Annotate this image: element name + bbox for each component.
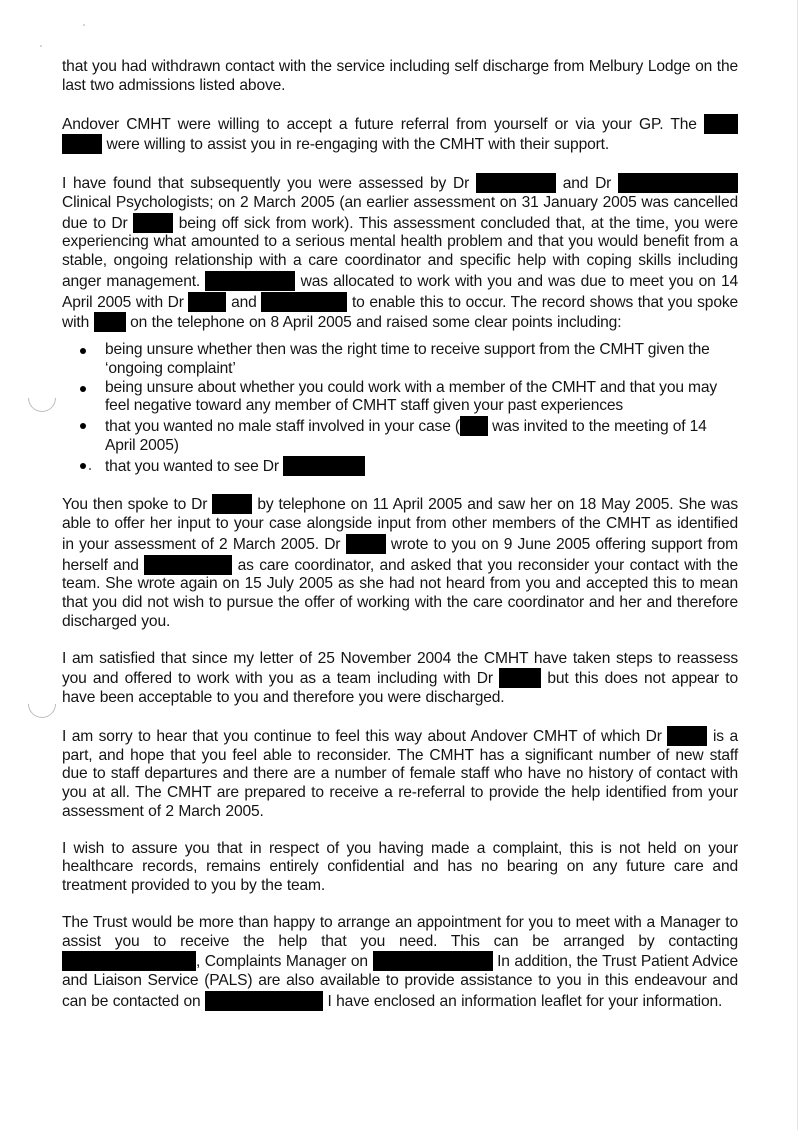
paragraph-text: , Complaints Manager on (196, 953, 368, 971)
paragraph-text: You then spoke to Dr (62, 496, 208, 514)
redaction-block (476, 173, 556, 193)
redaction-block (373, 951, 493, 971)
scan-speck (83, 24, 85, 26)
redaction-block (261, 292, 347, 312)
bullet-icon (80, 386, 86, 392)
punch-hole-mark (22, 684, 62, 724)
redaction-block (460, 416, 488, 436)
bullet-icon (80, 348, 86, 354)
list-item-text: being unsure about whether you could work with a member of the CMHT and that you may feel negative toward any member of CMHT staff given your past experiences (105, 378, 718, 415)
redaction-block (499, 668, 541, 688)
paragraph-confidentiality (62, 840, 738, 896)
paragraph-withdrawn-contact (62, 58, 738, 96)
scan-page-edge (797, 0, 798, 1130)
redaction-block (205, 991, 323, 1011)
paragraph-text: I wish to assure you that in respect of you having made a complaint, this is not held on your healthcare records, remains entirely confidential and has no bearing on any future care and treatment provided to you by the team. (62, 839, 738, 894)
paragraph-appointment (62, 914, 738, 1012)
letter-body (62, 58, 738, 1030)
redaction-block (144, 555, 232, 575)
redaction-block (667, 726, 707, 746)
paragraph-reconsider (62, 726, 738, 822)
punch-hole-mark (22, 378, 62, 418)
redaction-block (283, 456, 365, 476)
paragraph-text: were willing to assist you in re-engaging with the CMHT with their support. (106, 136, 610, 154)
redaction-block (94, 312, 126, 332)
paragraph-text: is a part, and hope that you feel able to reconsider. The CMHT has a significant number of new staff due to staff departures and there are a number of female staff who have no history of contact with you at all. The CMHT are prepared to receive a re-referral to provide the help identified from your assessment of 2 March 2005. (62, 727, 739, 820)
bullet-icon (80, 423, 86, 429)
paragraph-satisfied (62, 650, 738, 708)
paragraph-text: The Trust would be more than happy to arrange an appointment for you to meet with a Manager to assist you to receive the help that you need. This can be arranged by contacting (62, 913, 738, 950)
list-item (105, 341, 738, 379)
redaction-block (346, 534, 386, 554)
list-item-text: that you wanted to see Dr (105, 457, 279, 475)
paragraph-text: I am satisfied that since my letter of 25 November 2004 the CMHT have taken steps to reassess you and offered to work with you as a team including with Dr (62, 649, 738, 688)
list-item (105, 456, 738, 477)
paragraph-text: I have enclosed an information leaflet for your information. (327, 992, 723, 1010)
bullet-icon (80, 463, 86, 469)
paragraph-text: as care coordinator, and asked that you reconsider your contact with the team. She wrote again on 15 July 2005 as she had not heard from you and accepted this to mean that you did not wish to pursue the offer of working with the care coordinator and her and therefore discharged you. (62, 556, 739, 630)
paragraph-text: by telephone on 11 April 2005 and saw her on 18 May 2005. She was able to offer her input to your case alongside input from other members of the CMHT as identified in your assessment of 2 March 2005. Dr (62, 496, 739, 553)
paragraph-text: and (231, 293, 257, 311)
paragraph-text: Andover CMHT were willing to accept a future referral from yourself or via your GP. The (62, 115, 697, 133)
paragraph-text: being off sick from work). This assessment concluded that, at the time, you were experiencing what amounted to a serious mental health problem and that you would benefit from a stable, ongoing relationship with a care coordinator and specific help with coping skills including anger management. (62, 214, 739, 290)
paragraph-text: and Dr (562, 175, 612, 192)
paragraph-telephone-contact (62, 494, 738, 631)
redaction-block (704, 114, 738, 134)
concerns-bullet-list (62, 341, 738, 476)
redaction-block (62, 951, 196, 971)
redaction-block (205, 271, 295, 291)
list-item-text: that you wanted no male staff involved in your case ( (105, 418, 460, 435)
scan-speck (40, 45, 42, 47)
redaction-block (133, 213, 173, 233)
list-item-text: being unsure whether then was the right time to receive support from the CMHT given the ‘ongoing complaint’ (105, 341, 710, 377)
redaction-block (212, 494, 252, 514)
list-item (105, 379, 738, 417)
paragraph-text: I am sorry to hear that you continue to feel this way about Andover CMHT of which Dr (62, 727, 662, 745)
paragraph-assessment (62, 173, 738, 333)
paragraph-text: that you had withdrawn contact with the service including self discharge from Melbury Lodge on the last two admissions listed above. (62, 58, 738, 94)
paragraph-text: was allocated to work with you and was due to meet you on 14 April 2005 with Dr (62, 272, 738, 311)
paragraph-text: wrote to you on 9 June 2005 offering support from herself and (62, 535, 738, 574)
paragraph-text: but this does not appear to have been acceptable to you and therefore you were discharged. (62, 670, 739, 706)
paragraph-text: Clinical Psychologists; on 2 March 2005 (an earlier assessment on 31 January 2005 was cancelled due to Dr (62, 193, 738, 232)
redaction-block (618, 173, 738, 193)
paragraph-future-referral (62, 114, 738, 156)
paragraph-text: I have found that subsequently you were assessed by Dr (62, 175, 470, 192)
paragraph-text: In addition, the Trust Patient Advice and Liaison Service (PALS) are also available to provide assistance to you in this endeavour and can be contacted on (62, 953, 739, 1010)
list-item-text: was invited to the meeting of 14 April 2005) (105, 418, 707, 454)
list-item (105, 416, 738, 456)
redaction-block (188, 292, 226, 312)
redaction-block (62, 134, 102, 154)
paragraph-text: on the telephone on 8 April 2005 and raised some clear points including: (130, 314, 622, 332)
paragraph-text: to enable this to occur. The record shows that you spoke with (62, 293, 739, 332)
